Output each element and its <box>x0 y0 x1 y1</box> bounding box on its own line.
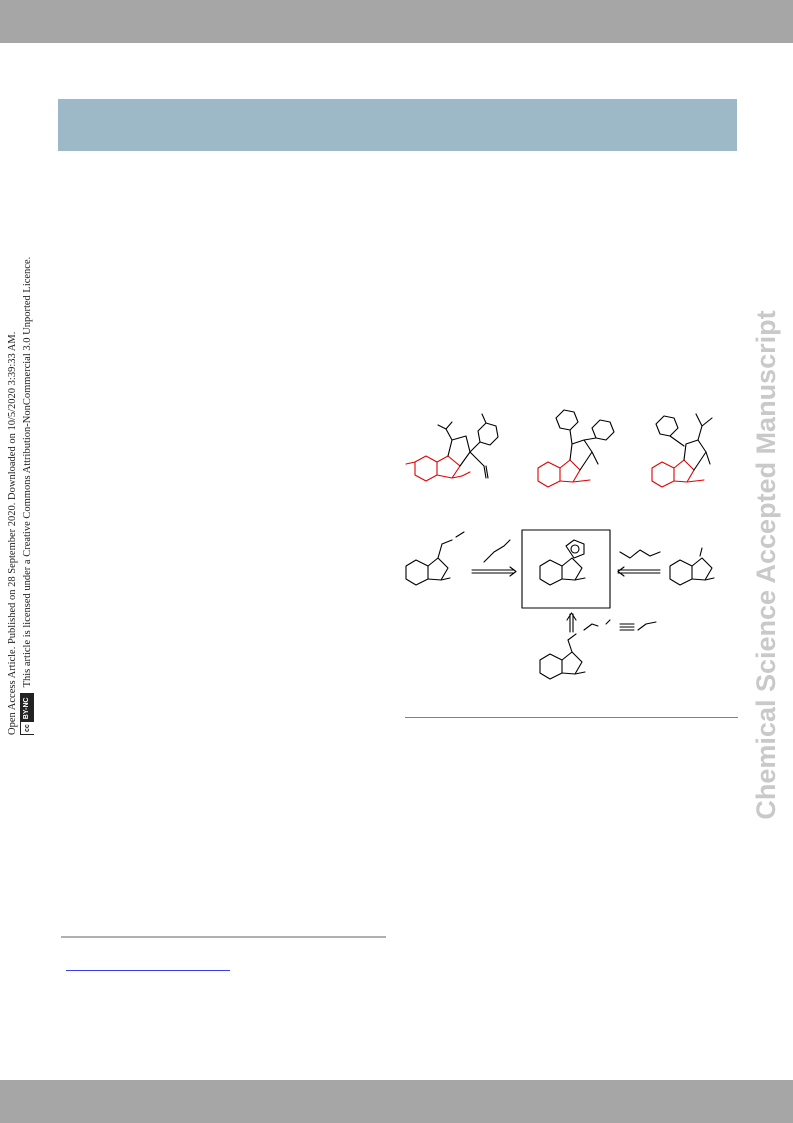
bottom-bar <box>0 1080 793 1123</box>
accepted-manuscript-watermark: Chemical Science Accepted Manuscript <box>751 310 781 820</box>
alkene-left <box>484 540 510 562</box>
spiro-structure-2 <box>538 410 614 487</box>
diene-right <box>620 550 660 558</box>
target-structure-box <box>522 530 610 608</box>
reactant-left <box>406 532 464 585</box>
open-access-line: Open Access Article. Published on 28 September 2020. Downloaded on 10/5/2020 3:39:33 AM. <box>7 331 18 735</box>
cc-icon: cc <box>21 722 34 734</box>
spiro-structure-1 <box>406 414 498 481</box>
spiro-structure-3 <box>652 414 712 487</box>
license-line: This article is licensed under a Creative Commons Attribution-NonCommercial 3.0 Unported Licence. <box>21 256 33 688</box>
footnote-link[interactable] <box>66 970 230 971</box>
license-type: BY-NC <box>21 694 33 722</box>
allene-bottom <box>584 624 598 630</box>
reactant-bottom <box>540 634 585 679</box>
right-column-rule <box>405 717 738 718</box>
target-structure <box>540 540 585 585</box>
reactant-right <box>670 548 714 585</box>
footnote-rule <box>61 936 386 938</box>
